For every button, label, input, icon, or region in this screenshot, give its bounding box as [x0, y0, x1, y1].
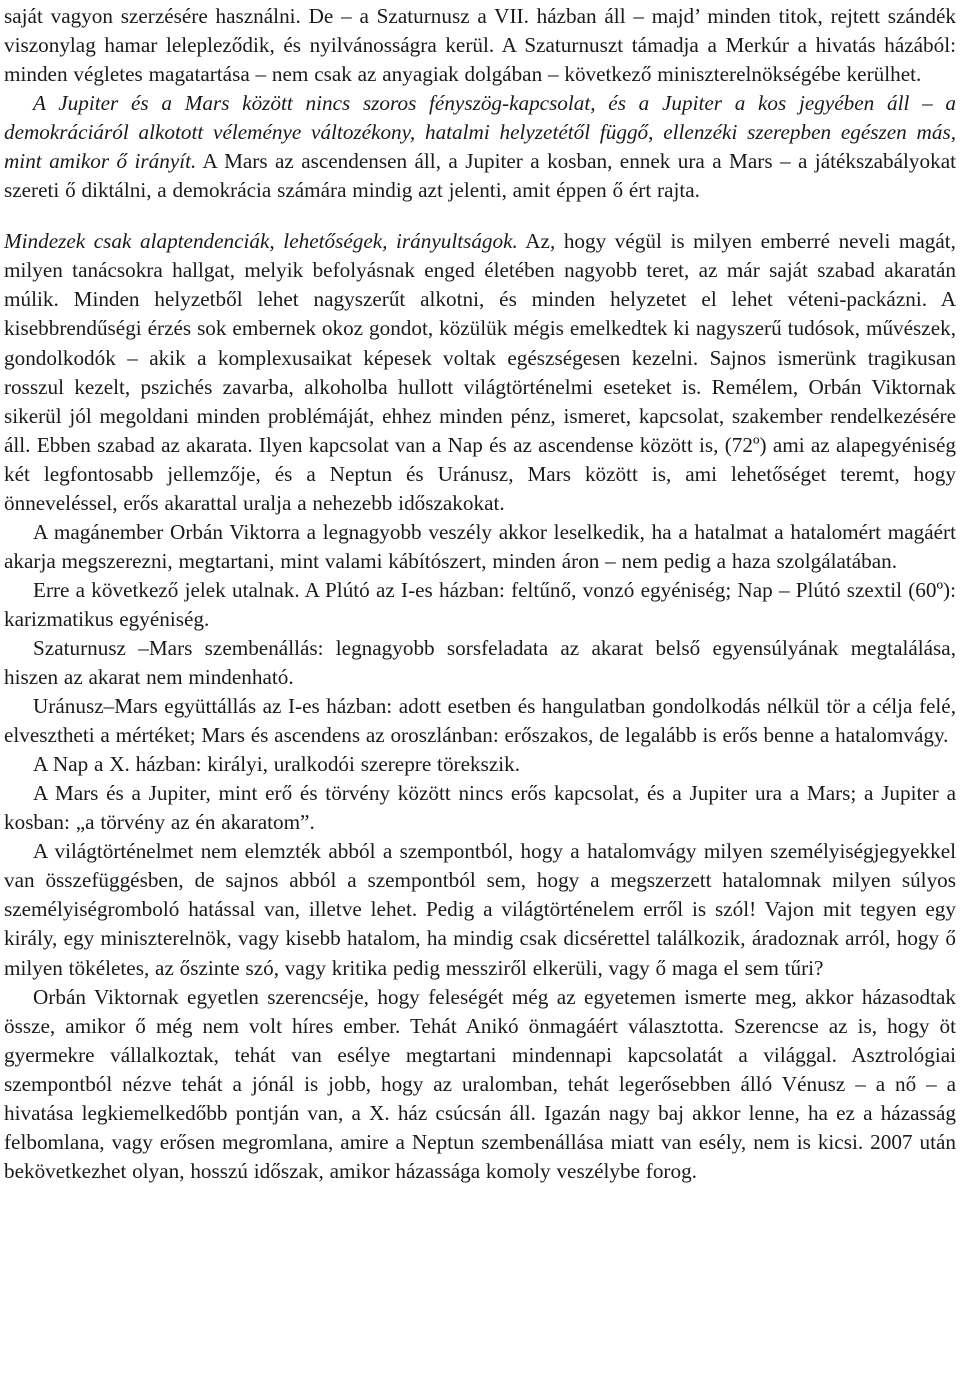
paragraph-6: Szaturnusz –Mars szembenállás: legnagyobb sorsfeladata az akarat belső egyensúlyának megtalálása, hiszen az akarat nem mindenható.	[4, 635, 956, 690]
paragraph-7: Uránusz–Mars együttállás az I-es házban: adott esetben és hangulatban gondolkodás nélkül tör a célja felé, elvesztheti a mértéket; Mars és ascendens az oroszlánban: erőszakos, de legalább is erős benne a hatalomvágy.	[4, 694, 956, 748]
paragraph-5: Erre a következő jelek utalnak. A Plútó az I-es házban: feltűnő, vonzó egyéniség; Nap – Plútó szextil (60º): karizmatikus egyéniség.	[4, 577, 956, 631]
paragraph-2-italic: A Jupiter és a Mars között nincs szoros fényszög-kapcsolat, és a Jupiter a kos jegyében áll – a demokráciáról alkotott véleménye változékony, hatalmi helyzetétől függő, ellenzéki szerepben egészen más, mint amikor ő irányít.	[4, 91, 956, 174]
paragraph-2	[4, 89, 956, 205]
paragraph-4: A magánember Orbán Viktorra a legnagyobb veszély akkor leselkedik, ha a hatalmat a hatalomért magáért akarja megszerezni, megtartani, mint valami kábítószert, minden áron – nem pedig a haza szolgálatában.	[4, 519, 956, 573]
paragraph-10: A világtörténelmet nem elemzték abból a szempontból, hogy a hatalomvágy milyen személyiségjegyekkel van összefüggésben, de sajnos abból a szempontból sem, hogy a megszerzett hatalomnak milyen súlyos személyiségromboló hatással van, illetve lehet. Pedig a világtörténelem erről is szól! Vajon mit tegyen egy király, egy miniszterelnök, vagy kisebb hatalom, ha mindig csak dicsérettel találkozik, áradoznak arról, hogy ő milyen tökéletes, az őszinte szó, vagy kritika pedig messziről elkerüli, vagy ő maga el sem tűri?	[4, 839, 956, 980]
paragraph-8: A Nap a X. házban: királyi, uralkodói szerepre törekszik.	[33, 752, 521, 777]
paragraph-3	[4, 227, 956, 517]
paragraph-1: saját vagyon szerzésére használni. De – a Szaturnusz a VII. házban áll – majd’ minden titok, rejtett szándék viszonylag hamar lelepleződik, és nyilvánosságra kerül. A Szaturnuszt támadja a Merkúr a hivatás házából: minden végletes magatartása – nem csak az anyagiak dolgában – következő miniszterelnökségébe kerülhet.	[4, 4, 956, 87]
paragraph-3-tail: Az, hogy végül is milyen emberré neveli magát, milyen tanácsokra hallgat, melyik befolyásnak enged életében nagyobb teret, az már saját szabad akaratán múlik. Minden helyzetből lehet nagyszerűt alkotni, és minden helyzetet el lehet véteni-packázni. A kisebbrendűségi érzés sok embernek okoz gondot, közülük mégis emelkedtek ki nagyszerű tudósok, művészek, gondolkodók – akik a komplexusaikat képesek voltak egészségesen kezelni. Sajnos ismerünk tragikusan rosszul kezelt, pszichés zavarba, alkoholba hullott világtörténelmi eseteket is. Remélem, Orbán Viktornak sikerül jól megoldani minden problémáját, ehhez minden pénz, ismeret, kapcsolat, szakember rendelkezésére áll. Ebben szabad az akarata. Ilyen kapcsolat van a Nap és az ascendense között is, (72º) ami az alapegyéniség két legfontosabb jellemzője, és a Neptun és Uránusz, Mars között is, ami lehetőséget teremt, hogy önneveléssel, erős akarattal uralja a nehezebb időszakokat.	[4, 229, 956, 515]
paragraph-3-italic: Mindezek csak alaptendenciák, lehetőségek, irányultságok.	[4, 229, 518, 254]
paragraph-9: A Mars és a Jupiter, mint erő és törvény között nincs erős kapcsolat, és a Jupiter ura a Mars; a Jupiter a kosban: „a törvény az én akaratom”.	[4, 781, 956, 835]
paragraph-11: Orbán Viktornak egyetlen szerencséje, hogy feleségét még az egyetemen ismerte meg, akkor házasodtak össze, amikor ő még nem volt híres ember. Tehát Anikó önmagáért választotta. Szerencse az is, hogy öt gyermekre vállalkoztak, tehát van esélye megtartani mindennapi kapcsolatát a világgal. Asztrológiai szempontból nézve tehát a jónál is jobb, hogy az uralomban, tehát legerősebben álló Vénusz – a nő – a hivatása legkiemelkedőbb pontján van, a X. ház csúcsán áll. Igazán nagy baj akkor lenne, ha ez a házasság felbomlana, vagy erősen megromlana, amire a Neptun szembenállása miatt van esély, nem is kicsi. 2007 után bekövetkezhet olyan, hosszú időszak, amikor házassága komoly veszélybe forog.	[4, 984, 956, 1183]
paragraph-2-tail: A Mars az ascendensen áll, a Jupiter a kosban, ennek ura a Mars – a játékszabályokat szereti ő diktálni, a demokrácia számára mindig azt jelenti, amit éppen ő ért rajta.	[4, 149, 956, 203]
